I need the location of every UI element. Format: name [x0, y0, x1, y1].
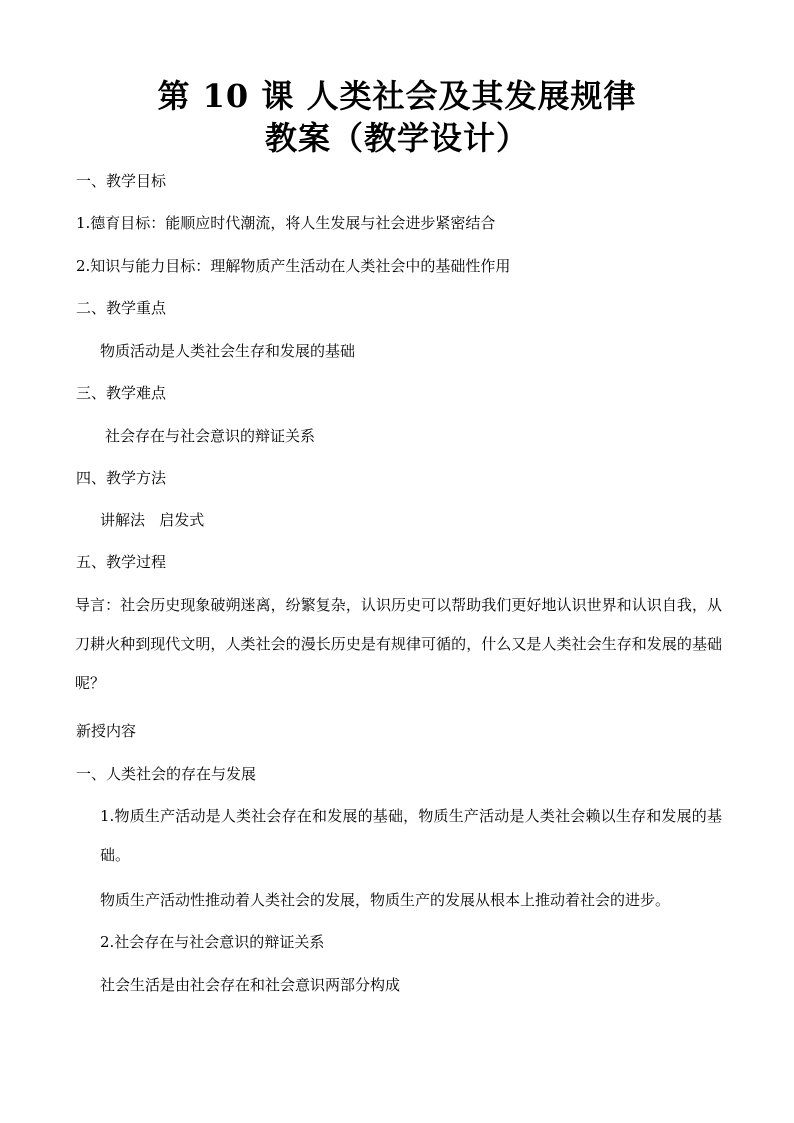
intro-paragraph: 导言：社会历史现象破朔迷离，纷繁复杂，认识历史可以帮助我们更好地认识世界和认识自我，从刀耕火种到现代文明，人类社会的漫长历史是有规律可循的，什么又是人类社会生存和发展的基础呢？ [75, 596, 722, 692]
objectives-heading: 一、教学目标 [76, 172, 167, 190]
key-points-heading: 二、教学重点 [76, 299, 167, 317]
item-1-paragraph: 1.物质生产活动是人类社会存在和发展的基础，物质生产活动是人类社会赖以生存和发展的基础。 [100, 807, 722, 864]
subsection-1-heading: 一、人类社会的存在与发展 [76, 765, 257, 783]
difficulties-heading: 三、教学难点 [76, 384, 167, 402]
process-heading: 五、教学过程 [76, 553, 167, 571]
new-content-heading: 新授内容 [76, 722, 137, 740]
item-1-followup: 物质生产活动性推动着人类社会的发展，物质生产的发展从根本上推动着社会的进步。 [100, 891, 671, 909]
objective-1: 1.德育目标：能顺应时代潮流，将人生发展与社会进步紧密结合 [76, 214, 496, 232]
document-title: 第 10 课 人类社会及其发展规律 [157, 77, 637, 115]
objective-2: 2.知识与能力目标：理解物质产生活动在人类社会中的基础性作用 [76, 257, 511, 275]
document-subtitle: 教案（教学设计） [264, 119, 529, 157]
key-points-text: 物质活动是人类社会生存和发展的基础 [100, 342, 356, 360]
difficulties-text: 社会存在与社会意识的辩证关系 [105, 427, 316, 445]
item-2-text: 社会生活是由社会存在和社会意识两部分构成 [100, 976, 401, 994]
item-2-heading: 2.社会存在与社会意识的辩证关系 [100, 933, 325, 951]
methods-text: 讲解法 启发式 [100, 511, 205, 529]
methods-heading: 四、教学方法 [76, 469, 167, 487]
